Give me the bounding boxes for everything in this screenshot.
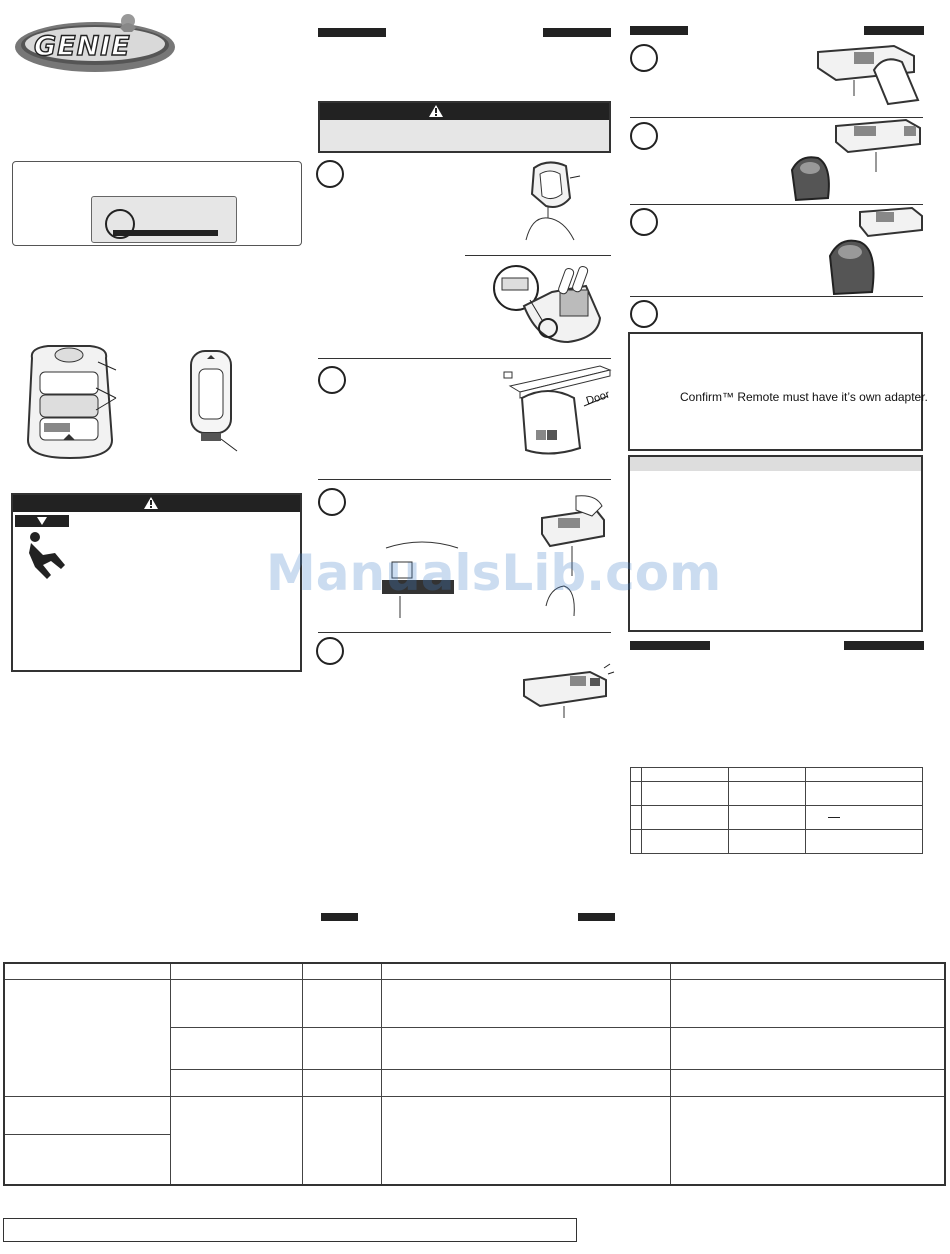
step-circle-7 xyxy=(630,208,658,236)
info-box-header xyxy=(630,457,921,471)
warning-triangle-icon xyxy=(144,497,158,509)
watermark: ManualsLib.com xyxy=(266,544,722,602)
step-circle-2 xyxy=(318,366,346,394)
single-button-remote-illustration xyxy=(185,345,245,455)
falling-person-icon xyxy=(21,531,71,583)
step-circle-4 xyxy=(316,637,344,665)
opener-powerhead-illustration xyxy=(500,362,612,462)
three-button-remote-illustration xyxy=(20,340,120,460)
mid-header-bar-right xyxy=(543,28,611,37)
mid-header-bar-left xyxy=(318,28,386,37)
divider xyxy=(630,296,923,297)
opener-led-flash-illustration xyxy=(520,662,612,718)
confirm-remote-note: Confirm™ Remote must have it’s own adapter. xyxy=(680,390,928,404)
logo-wordmark: GENIE xyxy=(34,31,131,62)
door-label: Door xyxy=(584,388,612,408)
footer-box xyxy=(3,1218,577,1242)
divider xyxy=(318,632,611,633)
divider xyxy=(465,255,611,256)
genie-logo xyxy=(12,8,178,74)
left-warning-box xyxy=(11,493,302,672)
step-circle xyxy=(105,209,135,239)
confirm-remote-note-box xyxy=(628,332,928,451)
divider xyxy=(318,479,611,480)
remote-and-opener-illustration-2 xyxy=(826,206,924,296)
button-press-illustration-1 xyxy=(814,40,924,106)
step-circle-6 xyxy=(630,122,658,150)
mid-footer-bar-left xyxy=(321,913,358,921)
step-circle-1 xyxy=(316,160,344,188)
remote-clip-illustration xyxy=(518,158,598,242)
warning-header-bar xyxy=(13,495,300,512)
short-rule xyxy=(828,817,840,818)
right-section-bar-left xyxy=(630,641,710,650)
divider xyxy=(318,358,611,359)
remote-and-opener-illustration-1 xyxy=(786,118,922,204)
step-circle-5 xyxy=(630,44,658,72)
right-small-table xyxy=(630,767,923,854)
battery-replacement-illustration xyxy=(488,262,610,348)
step-circle-3 xyxy=(318,488,346,516)
danger-label xyxy=(15,515,69,527)
mid-warning-header-bar xyxy=(320,103,609,120)
warning-triangle-icon xyxy=(429,105,443,117)
right-section-bar-right xyxy=(844,641,924,650)
troubleshooting-table xyxy=(3,962,946,1186)
programming-tip-box xyxy=(12,161,302,246)
right-header-bar-right xyxy=(864,26,924,35)
step-circle-8 xyxy=(630,300,658,328)
right-header-bar-left xyxy=(630,26,688,35)
divider xyxy=(630,204,923,205)
mid-warning-box xyxy=(318,101,611,153)
mid-footer-bar-right xyxy=(578,913,615,921)
